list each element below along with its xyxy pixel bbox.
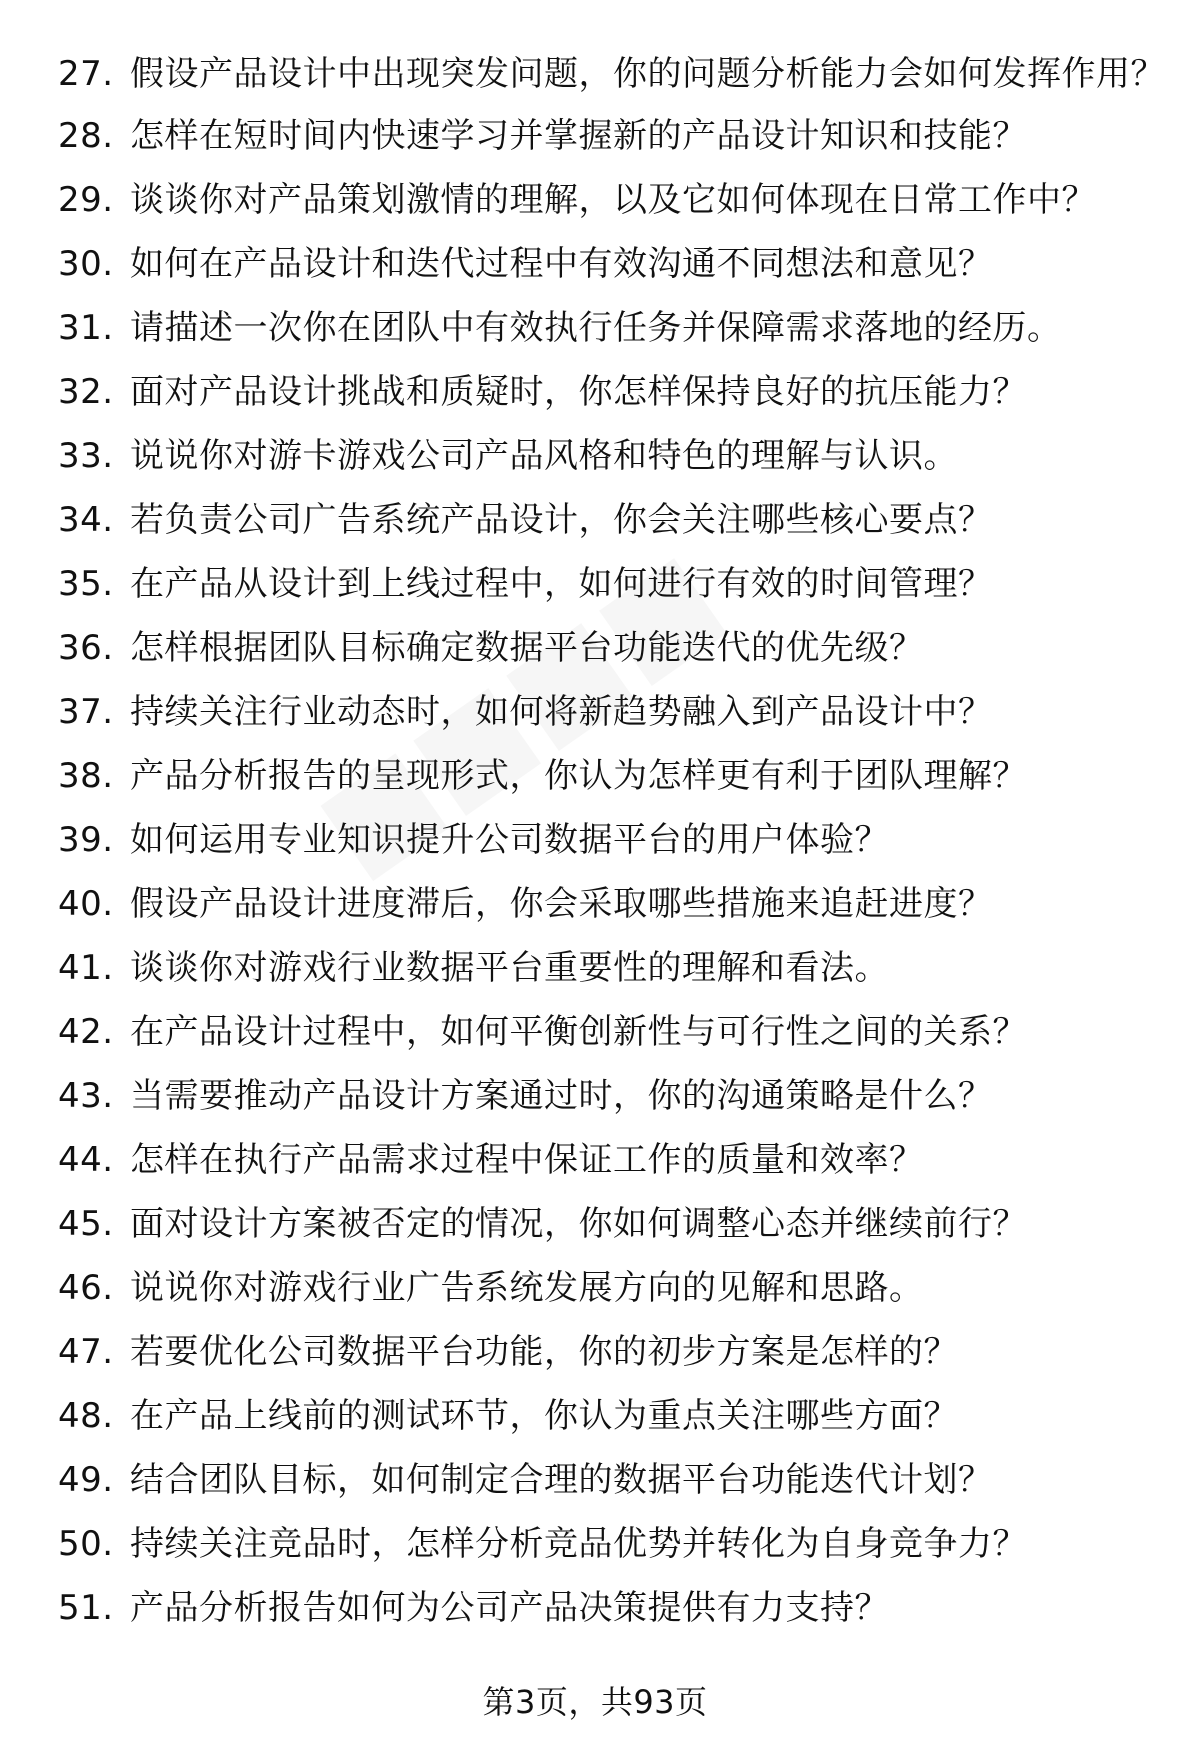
question-number: 30. <box>58 244 114 284</box>
question-number: 50. <box>58 1524 114 1564</box>
list-item <box>58 1202 1168 1247</box>
list-item <box>58 1586 1168 1631</box>
question-list <box>58 52 1168 1650</box>
list-item <box>58 946 1168 991</box>
question-text: 如何运用专业知识提升公司数据平台的用户体验？ <box>130 820 889 860</box>
question-number: 44. <box>58 1140 114 1180</box>
question-text: 结合团队目标，如何制定合理的数据平台功能迭代计划？ <box>130 1460 993 1500</box>
question-number: 39. <box>58 820 114 860</box>
question-number: 49. <box>58 1460 114 1500</box>
list-item <box>58 1010 1168 1055</box>
question-text: 在产品从设计到上线过程中，如何进行有效的时间管理？ <box>130 564 993 604</box>
question-number: 41. <box>58 948 114 988</box>
question-number: 48. <box>58 1396 114 1436</box>
question-number: 34. <box>58 500 114 540</box>
list-item <box>58 306 1168 351</box>
question-text: 若要优化公司数据平台功能，你的初步方案是怎样的？ <box>130 1332 958 1372</box>
question-text: 怎样在短时间内快速学习并掌握新的产品设计知识和技能？ <box>130 116 1027 156</box>
question-text: 请描述一次你在团队中有效执行任务并保障需求落地的经历。 <box>130 308 1062 348</box>
question-text: 说说你对游卡游戏公司产品风格和特色的理解与认识。 <box>130 436 958 476</box>
question-text: 持续关注行业动态时，如何将新趋势融入到产品设计中？ <box>130 692 993 732</box>
list-item <box>58 818 1168 863</box>
question-text: 若负责公司广告系统产品设计，你会关注哪些核心要点？ <box>130 500 993 540</box>
list-item <box>58 52 1168 97</box>
question-number: 42. <box>58 1012 114 1052</box>
question-number: 29. <box>58 180 114 220</box>
question-text: 怎样根据团队目标确定数据平台功能迭代的优先级？ <box>130 628 924 668</box>
question-text: 在产品上线前的测试环节，你认为重点关注哪些方面？ <box>130 1396 958 1436</box>
list-item <box>58 754 1168 799</box>
question-text: 谈谈你对产品策划激情的理解，以及它如何体现在日常工作中？ <box>130 180 1096 220</box>
list-item <box>58 562 1168 607</box>
list-item <box>58 114 1168 159</box>
list-item <box>58 882 1168 927</box>
list-item <box>58 1394 1168 1439</box>
question-number: 47. <box>58 1332 114 1372</box>
question-text: 怎样在执行产品需求过程中保证工作的质量和效率？ <box>130 1140 924 1180</box>
question-text: 当需要推动产品设计方案通过时，你的沟通策略是什么？ <box>130 1076 993 1116</box>
question-number: 35. <box>58 564 114 604</box>
question-text: 如何在产品设计和迭代过程中有效沟通不同想法和意见？ <box>130 244 993 284</box>
list-item <box>58 1074 1168 1119</box>
question-number: 33. <box>58 436 114 476</box>
question-number: 37. <box>58 692 114 732</box>
question-number: 31. <box>58 308 114 348</box>
question-text: 产品分析报告的呈现形式，你认为怎样更有利于团队理解？ <box>130 756 1027 796</box>
list-item <box>58 690 1168 735</box>
question-text: 面对设计方案被否定的情况，你如何调整心态并继续前行？ <box>130 1204 1027 1244</box>
list-item <box>58 1458 1168 1503</box>
list-item <box>58 178 1168 223</box>
list-item <box>58 498 1168 543</box>
list-item <box>58 1522 1168 1567</box>
list-item <box>58 1138 1168 1183</box>
question-number: 32. <box>58 372 114 412</box>
list-item <box>58 1266 1168 1311</box>
question-number: 51. <box>58 1588 114 1628</box>
list-item <box>58 434 1168 479</box>
question-text: 谈谈你对游戏行业数据平台重要性的理解和看法。 <box>130 948 889 988</box>
list-item <box>58 626 1168 671</box>
question-number: 27. <box>58 54 114 94</box>
question-text: 假设产品设计进度滞后，你会采取哪些措施来追赶进度？ <box>130 884 993 924</box>
question-number: 43. <box>58 1076 114 1116</box>
question-number: 45. <box>58 1204 114 1244</box>
list-item <box>58 1330 1168 1375</box>
question-text: 持续关注竞品时，怎样分析竞品优势并转化为自身竞争力？ <box>130 1524 1027 1564</box>
question-text: 在产品设计过程中，如何平衡创新性与可行性之间的关系？ <box>130 1012 1027 1052</box>
list-item <box>58 370 1168 415</box>
page-number-footer: 第3页，共93页 <box>482 1683 708 1721</box>
question-text: 说说你对游戏行业广告系统发展方向的见解和思路。 <box>130 1268 924 1308</box>
question-text: 产品分析报告如何为公司产品决策提供有力支持？ <box>130 1588 889 1628</box>
question-text: 假设产品设计中出现突发问题，你的问题分析能力会如何发挥作用？ <box>130 54 1165 94</box>
question-number: 38. <box>58 756 114 796</box>
question-number: 40. <box>58 884 114 924</box>
question-text: 面对产品设计挑战和质疑时，你怎样保持良好的抗压能力？ <box>130 372 1027 412</box>
list-item <box>58 242 1168 287</box>
question-number: 46. <box>58 1268 114 1308</box>
question-number: 36. <box>58 628 114 668</box>
question-number: 28. <box>58 116 114 156</box>
